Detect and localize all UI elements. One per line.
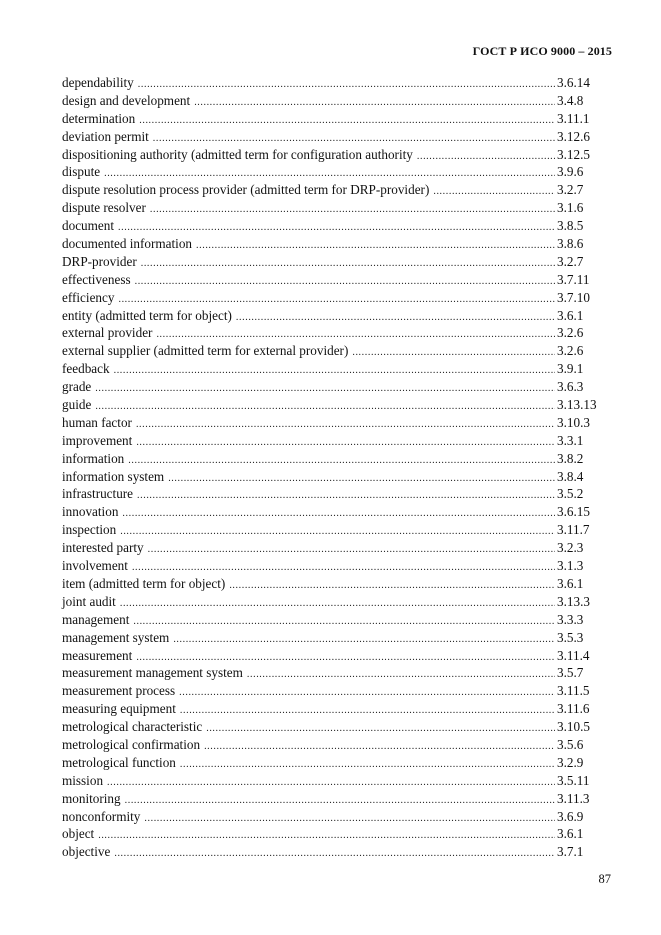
index-term: DRP-provider	[62, 253, 137, 269]
index-term: infrastructure	[62, 486, 134, 502]
index-entry	[62, 74, 605, 92]
dot-leader	[352, 344, 555, 362]
dot-leader	[247, 666, 555, 684]
index-entry	[62, 146, 605, 164]
index-entry	[62, 790, 605, 808]
index-reference: 3.8.2	[557, 450, 584, 466]
index-entry	[62, 181, 605, 199]
index-entry	[62, 736, 605, 754]
index-reference: 3.3.1	[557, 432, 584, 448]
index-entry	[62, 414, 605, 432]
index-reference: 3.13.3	[557, 593, 590, 609]
index-reference: 3.12.5	[557, 146, 590, 162]
index-entry	[62, 700, 605, 718]
index-reference: 3.6.14	[557, 75, 590, 90]
index-entry	[62, 360, 605, 378]
index-term: object	[62, 826, 95, 842]
index-reference: 3.2.7	[557, 253, 584, 269]
index-reference: 3.6.1	[557, 307, 584, 323]
dot-leader	[236, 309, 555, 327]
index-reference: 3.6.1	[557, 826, 584, 842]
index-term: deviation permit	[62, 128, 149, 144]
index-reference: 3.6.1	[557, 575, 584, 591]
index-term: measurement management system	[62, 665, 243, 681]
index-entry	[62, 808, 605, 826]
index-term: entity (admitted term for object)	[62, 307, 232, 323]
index-entry	[62, 199, 605, 217]
term-index	[62, 74, 605, 861]
index-entry	[62, 629, 605, 647]
dot-leader	[173, 631, 555, 649]
dot-leader	[206, 720, 555, 738]
index-reference: 3.5.11	[557, 772, 590, 788]
index-term: guide	[62, 397, 92, 413]
index-term: human factor	[62, 414, 132, 430]
dot-leader	[144, 810, 555, 828]
index-entry	[62, 575, 605, 593]
index-entry	[62, 217, 605, 235]
index-term: item (admitted term for object)	[62, 575, 226, 591]
index-term: involvement	[62, 558, 128, 574]
index-term: management	[62, 611, 130, 627]
dot-leader	[122, 505, 555, 523]
index-entry	[62, 754, 605, 772]
index-term: measurement process	[62, 683, 176, 699]
dot-leader	[141, 255, 555, 273]
index-reference: 3.8.4	[557, 468, 584, 484]
index-entry	[62, 432, 605, 450]
index-entry	[62, 825, 605, 843]
index-reference: 3.6.3	[557, 379, 584, 395]
index-reference: 3.4.8	[557, 92, 584, 108]
index-entry	[62, 539, 605, 557]
dot-leader	[135, 273, 555, 291]
dot-leader	[95, 398, 555, 416]
index-reference: 3.11.4	[557, 647, 590, 663]
index-entry	[62, 235, 605, 253]
dot-leader	[417, 148, 555, 166]
index-term: document	[62, 218, 115, 234]
index-term: metrological function	[62, 754, 176, 770]
index-entry	[62, 593, 605, 611]
dot-leader	[136, 416, 555, 434]
index-entry	[62, 557, 605, 575]
index-term: monitoring	[62, 790, 121, 806]
index-reference: 3.6.15	[557, 504, 590, 520]
index-entry	[62, 92, 605, 110]
dot-leader	[148, 541, 555, 559]
index-entry	[62, 468, 605, 486]
index-reference: 3.6.9	[557, 808, 584, 824]
index-reference: 3.11.3	[557, 790, 590, 806]
dot-leader	[196, 237, 555, 255]
index-entry	[62, 647, 605, 665]
index-entry	[62, 503, 605, 521]
index-term: effectiveness	[62, 271, 131, 287]
index-term: information	[62, 450, 125, 466]
index-reference: 3.3.3	[557, 611, 584, 627]
index-reference: 3.11.6	[557, 701, 590, 717]
index-term: nonconformity	[62, 808, 141, 824]
dot-leader	[194, 94, 555, 112]
dot-leader	[114, 845, 555, 863]
dot-leader	[168, 470, 555, 488]
index-entry	[62, 843, 605, 861]
index-term: improvement	[62, 432, 133, 448]
index-reference: 3.10.3	[557, 414, 590, 430]
index-entry	[62, 682, 605, 700]
index-entry	[62, 396, 605, 414]
index-entry	[62, 611, 605, 629]
index-entry	[62, 110, 605, 128]
dot-leader	[229, 577, 555, 595]
index-term: interested party	[62, 540, 144, 556]
dot-leader	[128, 452, 555, 470]
index-entry	[62, 307, 605, 325]
dot-leader	[133, 613, 555, 631]
index-reference: 3.2.6	[557, 325, 584, 341]
index-reference: 3.2.7	[557, 182, 584, 198]
index-term: metrological confirmation	[62, 736, 201, 752]
index-reference: 3.9.6	[557, 164, 584, 180]
index-entry	[62, 128, 605, 146]
index-reference: 3.1.3	[557, 558, 584, 574]
index-entry	[62, 342, 605, 360]
index-entry	[62, 718, 605, 736]
index-term: metrological characteristic	[62, 719, 203, 735]
index-reference: 3.8.5	[557, 218, 584, 234]
dot-leader	[137, 487, 555, 505]
index-reference: 3.7.11	[557, 271, 590, 287]
index-reference: 3.5.6	[557, 736, 584, 752]
dot-leader	[180, 702, 555, 720]
index-term: measuring equipment	[62, 701, 176, 717]
dot-leader	[107, 774, 555, 792]
index-entry	[62, 485, 605, 503]
index-entry	[62, 253, 605, 271]
index-entry	[62, 289, 605, 307]
index-term: determination	[62, 110, 136, 126]
index-reference: 3.13.13	[557, 397, 597, 413]
index-reference: 3.5.7	[557, 665, 584, 681]
dot-leader	[125, 792, 555, 810]
index-reference: 3.5.3	[557, 629, 584, 645]
index-term: grade	[62, 379, 92, 395]
dot-leader	[179, 684, 555, 702]
index-term: information system	[62, 468, 165, 484]
index-entry	[62, 163, 605, 181]
index-term: dispositioning authority (admitted term for configuration authority	[62, 146, 413, 162]
index-entry	[62, 324, 605, 342]
index-entry	[62, 664, 605, 682]
index-entry	[62, 271, 605, 289]
index-term: measurement	[62, 647, 133, 663]
index-term: management system	[62, 629, 170, 645]
index-term: dispute resolver	[62, 200, 146, 216]
dot-leader	[204, 738, 555, 756]
index-term: external provider	[62, 325, 153, 341]
index-term: dispute	[62, 164, 101, 180]
dot-leader	[98, 827, 555, 845]
index-entry	[62, 378, 605, 396]
index-term: feedback	[62, 361, 110, 377]
dot-leader	[120, 595, 555, 613]
dot-leader	[120, 523, 555, 541]
dot-leader	[139, 112, 555, 130]
index-reference: 3.5.2	[557, 486, 584, 502]
index-term: inspection	[62, 522, 117, 538]
index-term: efficiency	[62, 289, 115, 305]
dot-leader	[150, 201, 555, 219]
index-term: mission	[62, 772, 104, 788]
index-term: objective	[62, 844, 111, 860]
dot-leader	[138, 76, 555, 94]
dot-leader	[433, 183, 555, 201]
index-term: documented information	[62, 236, 193, 252]
index-reference: 3.10.5	[557, 719, 590, 735]
index-entry	[62, 772, 605, 790]
index-reference: 3.8.6	[557, 236, 584, 252]
index-reference: 3.11.5	[557, 683, 590, 699]
dot-leader	[180, 756, 555, 774]
index-reference: 3.11.7	[557, 522, 590, 538]
index-reference: 3.11.1	[557, 110, 590, 126]
index-reference: 3.2.3	[557, 540, 584, 556]
page-number: 87	[598, 872, 611, 886]
index-reference: 3.9.1	[557, 361, 584, 377]
index-term: innovation	[62, 504, 119, 520]
dot-leader	[95, 380, 555, 398]
document-header: ГОСТ Р ИСО 9000 – 2015	[472, 44, 612, 58]
index-reference: 3.1.6	[557, 200, 584, 216]
index-reference: 3.2.6	[557, 343, 584, 359]
index-reference: 3.7.1	[557, 844, 584, 860]
index-entry	[62, 450, 605, 468]
index-reference: 3.7.10	[557, 289, 590, 305]
index-term: external supplier (admitted term for external provider)	[62, 343, 349, 359]
index-reference: 3.12.6	[557, 128, 590, 144]
index-term: dependability	[62, 75, 134, 90]
index-term: dispute resolution process provider (admitted term for DRP-provider)	[62, 182, 430, 198]
index-term: design and development	[62, 92, 191, 108]
index-term: joint audit	[62, 593, 116, 609]
dot-leader	[136, 434, 555, 452]
index-entry	[62, 521, 605, 539]
dot-leader	[114, 362, 555, 380]
index-reference: 3.2.9	[557, 754, 584, 770]
